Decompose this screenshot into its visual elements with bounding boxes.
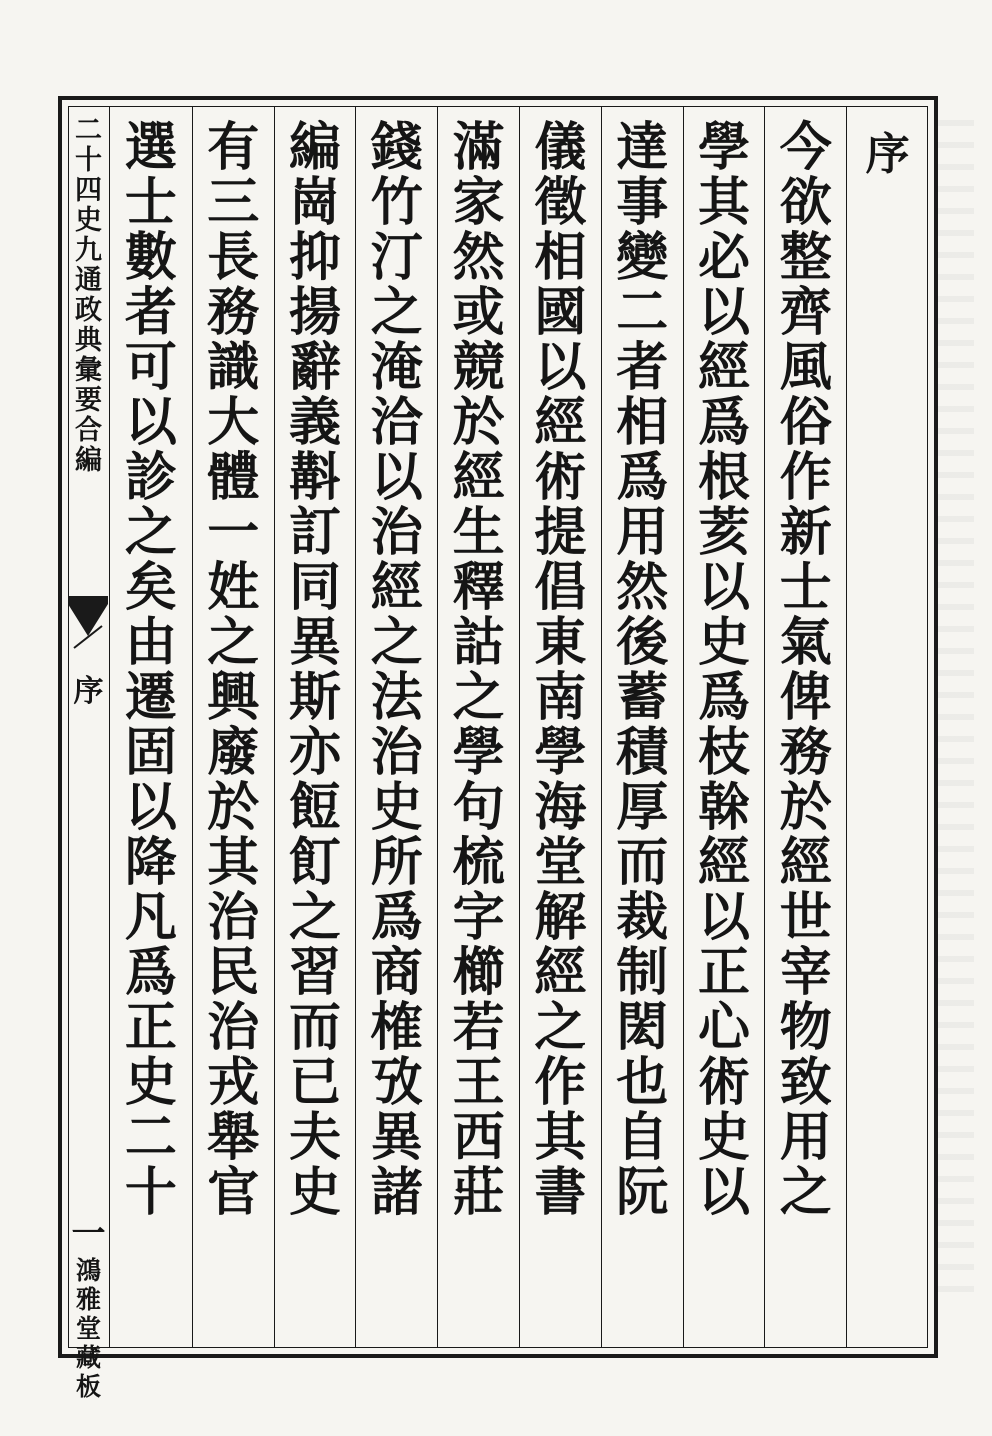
spine-studio-mark: 鴻 雅 堂 藏 板	[75, 1256, 101, 1401]
spine-section-label: 序	[73, 674, 104, 709]
column-text: 錢 竹 汀 之 淹 洽 以 治 經 之 法 治 史 所 爲 商 榷 攷 異 諸	[370, 117, 423, 1223]
text-column	[192, 106, 274, 1348]
column-text: 滿 家 然 或 競 於 經 生 釋 詁 之 學 句 梳 字 櫛 若 王 西 莊	[452, 117, 505, 1223]
column-text: 儀 徵 相 國 以 經 術 提 倡 東 南 學 海 堂 解 經 之 作 其 書	[534, 117, 587, 1223]
column-text: 選 士 數 者 可 以 診 之 矣 由 遷 固 以 降 凡 爲 正 史 二 十	[124, 117, 177, 1223]
text-column	[110, 106, 192, 1348]
text-column	[355, 106, 437, 1348]
text-column	[437, 106, 519, 1348]
bleed-through-texture	[934, 120, 974, 1300]
column-text: 編 崗 抑 揚 辭 義 斠 訂 同 異 斯 亦 餖 飣 之 習 而 已 夫 史	[288, 117, 341, 1223]
text-column	[274, 106, 356, 1348]
spine-column	[68, 106, 110, 1401]
text-column	[601, 106, 683, 1348]
header-column	[846, 106, 928, 1348]
spine-page-number: 一	[71, 1214, 106, 1254]
preface-heading: 序	[865, 129, 910, 180]
text-column	[764, 106, 846, 1348]
text-column	[519, 106, 601, 1348]
fishtail-mark-icon	[68, 596, 108, 656]
column-text: 今 欲 整 齊 風 俗 作 新 士 氣 俾 務 於 經 世 宰 物 致 用 之	[779, 117, 832, 1223]
column-text: 有 三 長 務 識 大 體 一 姓 之 興 廢 於 其 治 民 治 戎 舉 官	[207, 117, 260, 1223]
text-column	[683, 106, 765, 1348]
spine-book-title: 二 十 四 史 九 通 政 典 彙 要 合 編	[75, 115, 102, 476]
column-text: 達 事 變 二 者 相 爲 用 然 後 蓄 積 厚 而 裁 制 閎 也 自 阮	[616, 117, 669, 1223]
column-text: 學 其 必 以 經 爲 根 荄 以 史 爲 枝 榦 經 以 正 心 術 史 以	[697, 117, 750, 1223]
